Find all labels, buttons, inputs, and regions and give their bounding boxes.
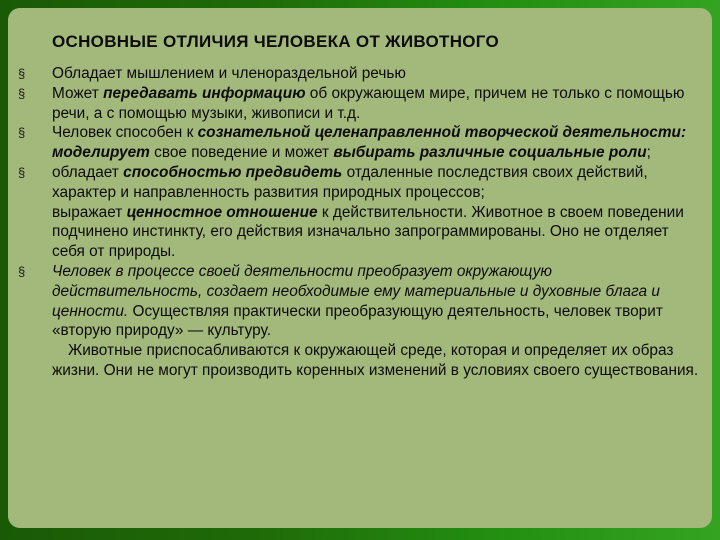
list-item-creative-activity: [18, 123, 702, 163]
list-item-foresight: [18, 163, 702, 203]
slide-title: ОСНОВНЫЕ ОТЛИЧИЯ ЧЕЛОВЕКА ОТ ЖИВОТНОГО: [52, 32, 500, 51]
emphasis-text: ценностное отношение: [126, 203, 318, 221]
item-text: отдаленные последствия своих действий, характер и направленность развития природных процессов;: [52, 163, 648, 201]
emphasis-text: способностью предвидеть: [123, 163, 343, 181]
item-text: Осуществляя практически преобразующую деятельность, человек творит «вторую природу» — культуру.: [52, 302, 663, 340]
list-item-transfer-info: [18, 84, 702, 124]
bullet-icon: §: [18, 263, 26, 279]
item-text: выражает: [52, 203, 127, 221]
list-item-thinking: [18, 64, 702, 84]
bullet-icon: §: [18, 85, 26, 101]
item-text: Человек способен к: [52, 124, 198, 142]
item-text: Может: [52, 84, 104, 102]
bullet-list: [18, 64, 702, 381]
item-text: об окружающем мире, причем не только с помощью речи, а с помощью музыки, живописи и т.д.: [52, 84, 685, 122]
bullet-icon: §: [18, 164, 26, 180]
list-item-transformation: [18, 262, 702, 341]
item-text: обладает: [52, 163, 124, 181]
bullet-icon: §: [18, 66, 26, 81]
emphasis-text: передавать информацию: [103, 84, 306, 102]
item-text: Человек в процессе своей деятельности: [52, 262, 358, 280]
emphasis-text: преобразует окружающую действительность, создает необходимые ему материальные и духовные блага и ценности.: [52, 262, 660, 320]
item-text: к действительности. Животное в своем поведении подчинено инстинкту, его действия изначально запрограммированы. Оно не отделяет себя от природы.: [52, 203, 684, 261]
bullet-icon: §: [18, 125, 26, 141]
paragraph-value-attitude: [18, 203, 702, 262]
emphasis-text: выбирать различные социальные роли: [333, 144, 647, 162]
item-text: ;: [646, 144, 651, 162]
paragraph-animals: Животные приспосабливаются к окружающей среде, которая и определяет их образ жизни. Они не могут производить коренных изменений в условиях своего существования.: [52, 342, 699, 379]
emphasis-text: сознательной целенаправленной творческой деятельности: моделирует: [52, 124, 687, 162]
item-text: Обладает мышлением и членораздельной речью: [52, 65, 406, 82]
item-text: свое поведение и может: [149, 144, 334, 162]
content-panel: [8, 8, 712, 528]
